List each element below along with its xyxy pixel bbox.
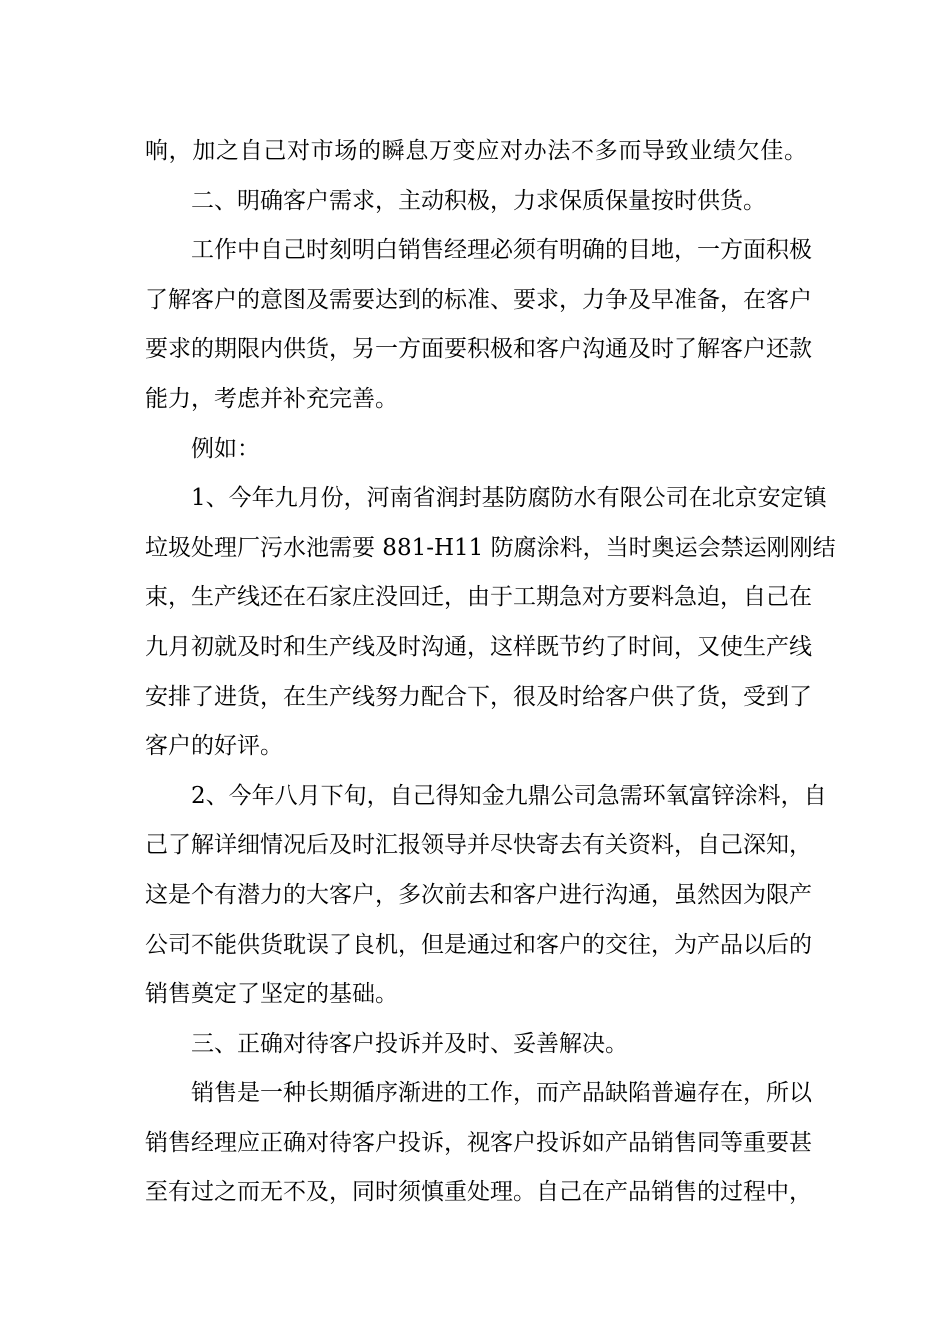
section-heading: 三、正确对待客户投诉并及时、妥善解决。 bbox=[191, 1030, 628, 1057]
paragraph-line: 销售经理应正确对待客户投诉，视客户投诉如产品销售同等重要甚 bbox=[145, 1129, 812, 1156]
paragraph-line: 了解客户的意图及需要达到的标准、要求，力争及早准备，在客户 bbox=[145, 286, 812, 313]
section-heading: 二、明确客户需求，主动积极，力求保质保量按时供货。 bbox=[191, 187, 766, 214]
paragraph-line: 安排了进货，在生产线努力配合下，很及时给客户供了货，受到了 bbox=[145, 683, 812, 710]
paragraph-line: 响，加之自己对市场的瞬息万变应对办法不多而导致业绩欠佳。 bbox=[145, 138, 807, 164]
paragraph-line: 例如： bbox=[191, 435, 260, 462]
paragraph-line: 垃圾处理厂污水池需要 881-H11 防腐涂料，当时奥运会禁运刚刚结 bbox=[145, 534, 836, 561]
paragraph-line: 束，生产线还在石家庄没回迁，由于工期急对方要料急迫，自己在 bbox=[145, 584, 812, 611]
paragraph-line: 工作中自己时刻明白销售经理必须有明确的目地，一方面积极 bbox=[191, 237, 812, 264]
paragraph-line: 至有过之而无不及，同时须慎重处理。自己在产品销售的过程中， bbox=[145, 1179, 812, 1206]
paragraph-line: 2、今年八月下旬，自己得知金九鼎公司急需环氧富锌涂料，自 bbox=[191, 782, 827, 809]
paragraph-line: 要求的期限内供货，另一方面要积极和客户沟通及时了解客户还款 bbox=[145, 336, 812, 363]
paragraph-line: 客户的好评。 bbox=[145, 733, 283, 760]
paragraph-line: 九月初就及时和生产线及时沟通，这样既节约了时间，又使生产线 bbox=[145, 633, 812, 660]
document-body bbox=[145, 127, 836, 1218]
paragraph-line: 销售是一种长期循序渐进的工作，而产品缺陷普遍存在，所以 bbox=[191, 1080, 812, 1107]
paragraph-line: 销售奠定了坚定的基础。 bbox=[145, 981, 398, 1008]
paragraph-line: 能力，考虑并补充完善。 bbox=[145, 385, 398, 412]
paragraph-line: 这是个有潜力的大客户，多次前去和客户进行沟通，虽然因为限产 bbox=[145, 881, 812, 908]
paragraph-line: 公司不能供货耽误了良机，但是通过和客户的交往，为产品以后的 bbox=[145, 931, 812, 958]
paragraph-line: 1、今年九月份，河南省润封基防腐防水有限公司在北京安定镇 bbox=[191, 485, 827, 512]
paragraph-line: 己了解详细情况后及时汇报领导并尽快寄去有关资料，自己深知， bbox=[145, 832, 812, 859]
